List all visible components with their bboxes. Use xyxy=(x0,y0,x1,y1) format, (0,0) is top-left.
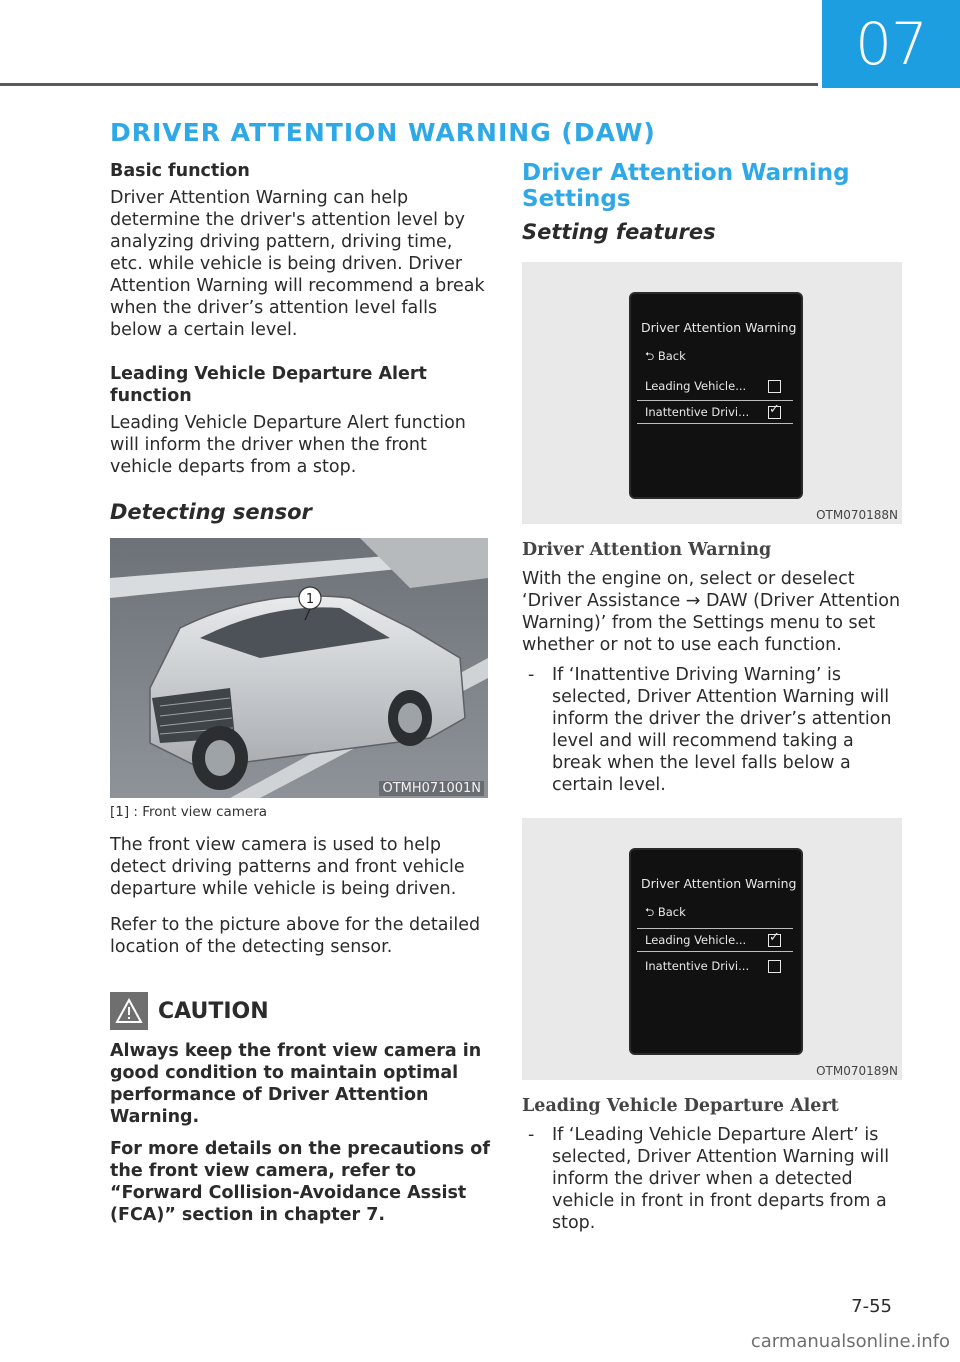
sensor-text-2: Refer to the picture above for the detailed location of the detecting sensor. xyxy=(110,915,481,957)
menu-row-label: Inattentive Drivi... xyxy=(645,959,750,973)
daw-heading: Driver Attention Warning xyxy=(522,540,772,560)
caution-text-2: For more details on the precautions of the front view camera, refer to “Forward Collision-Avoidance Assist (FCA)” section in chapter 7. xyxy=(110,1139,490,1225)
menu-row-inattentive-driving xyxy=(637,400,793,424)
sensor-text-1: The front view camera is used to help detect driving patterns and front vehicle departure while vehicle is being driven. xyxy=(110,835,465,899)
menu-title: Driver Attention Warning xyxy=(641,876,797,891)
menu-row-label: Leading Vehicle... xyxy=(645,933,747,947)
right-column xyxy=(522,160,902,1248)
caution-header xyxy=(110,992,490,1030)
figure-code: OTM070189N xyxy=(816,1064,898,1078)
settings-figure-2 xyxy=(522,818,902,1080)
watermark: carmanualsonline.info xyxy=(750,1331,950,1352)
lvda-list-text: If ‘Leading Vehicle Departure Alert’ is selected, Driver Attention Warning will inform the driver when a detected vehicle in front in front departs from a stop. xyxy=(552,1125,890,1233)
dash-bullet: - xyxy=(528,665,535,685)
daw-list-item xyxy=(522,664,902,796)
setting-features-heading: Setting features xyxy=(522,220,716,244)
chapter-tab: 07 xyxy=(822,0,960,88)
menu-row-leading-vehicle xyxy=(637,928,793,952)
menu-row-inattentive-driving xyxy=(637,954,793,978)
menu-title: Driver Attention Warning xyxy=(641,320,797,335)
vehicle-figure xyxy=(110,538,488,798)
left-column xyxy=(110,160,490,1236)
checkbox-checked-icon xyxy=(768,934,781,947)
settings-figure-1 xyxy=(522,262,902,524)
warning-triangle-icon xyxy=(110,992,148,1030)
page-number: 7-55 xyxy=(851,1296,892,1317)
menu-row-label: Inattentive Drivi... xyxy=(645,405,750,419)
cluster-screen xyxy=(629,292,803,499)
menu-row-label: Leading Vehicle... xyxy=(645,379,747,393)
checkbox-checked-icon xyxy=(768,406,781,419)
caution-text-1: Always keep the front view camera in good condition to maintain optimal performance of Driver Attention Warning. xyxy=(110,1041,482,1127)
basic-function-heading: Basic function xyxy=(110,161,250,181)
menu-back: ⮌ Back xyxy=(645,904,686,919)
figure-code: OTMH071001N xyxy=(379,781,484,796)
menu-back: ⮌ Back xyxy=(645,348,686,363)
checkbox-unchecked-icon xyxy=(768,960,781,973)
daw-text: With the engine on, select or deselect ‘Driver Assistance → DAW (Driver Attention Warning)’ from the Settings menu to set whether or not to use each function. xyxy=(522,569,901,655)
checkbox-unchecked-icon xyxy=(768,380,781,393)
detecting-sensor-heading: Detecting sensor xyxy=(110,500,312,524)
header-rule xyxy=(0,83,818,86)
section-title: DRIVER ATTENTION WARNING (DAW) xyxy=(110,118,656,147)
leading-vehicle-heading: Leading Vehicle Departure Alert function xyxy=(110,364,427,406)
menu-row-leading-vehicle xyxy=(637,374,793,398)
basic-function-text: Driver Attention Warning can help determine the driver's attention level by analyzing driving pattern, driving time, etc. while vehicle is being driven. Driver Attention Warning will recommend a break when the driver’s attention level falls below a certain level. xyxy=(110,188,485,340)
vehicle-illustration xyxy=(110,538,488,798)
dash-bullet: - xyxy=(528,1125,535,1145)
caution-title: CAUTION xyxy=(158,998,269,1024)
lvda-list-item xyxy=(522,1124,902,1234)
daw-list-text: If ‘Inattentive Driving Warning’ is selected, Driver Attention Warning will inform the driver the driver’s attention level and will recommend taking a break when the level falls below a certain level. xyxy=(552,665,892,795)
figure-code: OTM070188N xyxy=(816,508,898,522)
cluster-screen xyxy=(629,848,803,1055)
leading-vehicle-text: Leading Vehicle Departure Alert function will inform the driver when the front vehicle departs from a stop. xyxy=(110,413,466,477)
settings-heading: Driver Attention Warning Settings xyxy=(522,160,850,212)
callout-number: 1 xyxy=(305,592,315,607)
lvda-heading: Leading Vehicle Departure Alert xyxy=(522,1096,839,1116)
figure-caption: [1] : Front view camera xyxy=(110,804,268,820)
